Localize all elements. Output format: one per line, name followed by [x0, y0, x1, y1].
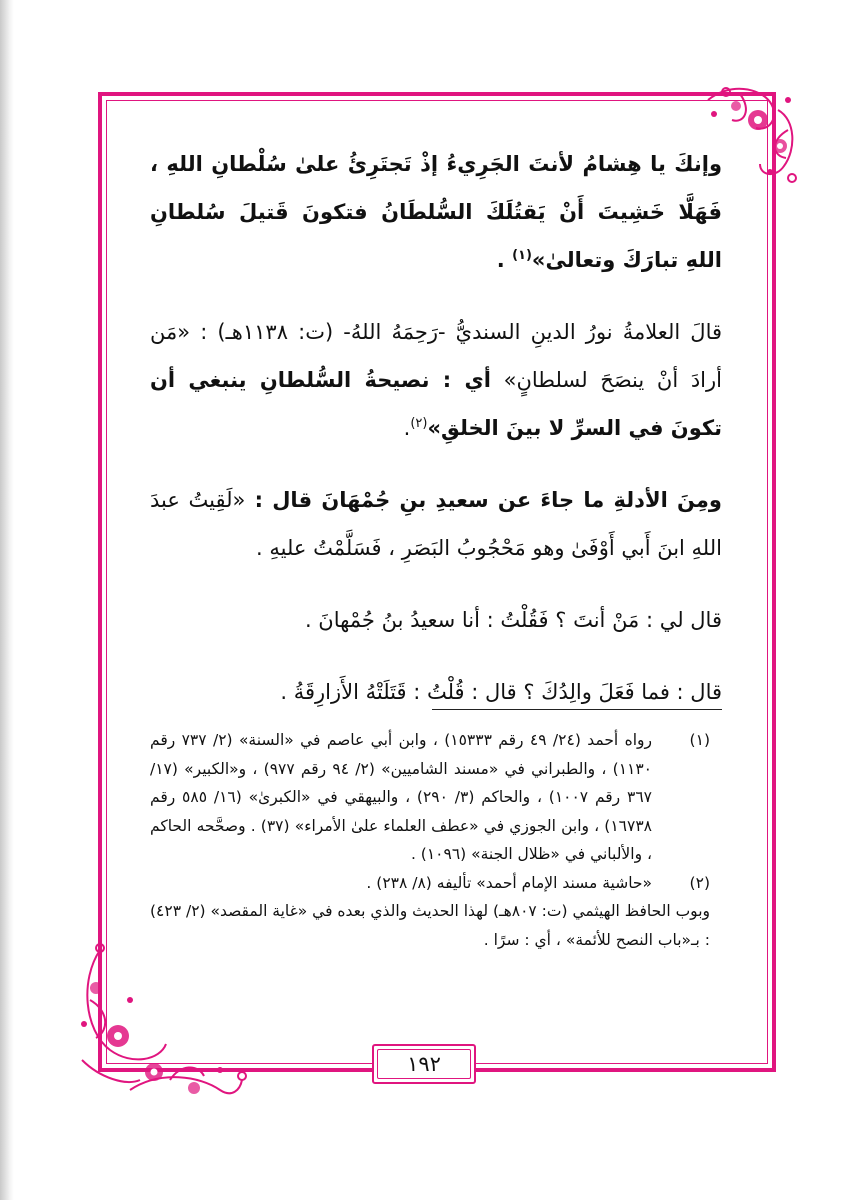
paragraph-evidence-lead: ومِنَ الأدلةِ ما جاءَ عن سعيدِ بنِ جُمْهَانَ قال :: [245, 488, 722, 512]
paragraph-hisham-end: .: [496, 248, 513, 272]
page-number: ١٩٢: [377, 1049, 471, 1079]
paragraph-hisham: [150, 140, 722, 284]
paragraph-hisham-text: وإنكَ يا هِشامُ لأنتَ الجَرِيءُ إذْ تَجتَرِئُ علىٰ سُلْطانِ اللهِ ، فَهَلَّا خَشِيتَ أَنْ يَقتُلَكَ السُّلطَانُ فتكونَ قَتيلَ سُلطانِ اللهِ تبارَكَ وتعالىٰ»: [150, 152, 722, 272]
footnotes: [150, 726, 710, 954]
footnote-text: «حاشية مسند الإمام أحمد» تأليفه (٨/ ٢٣٨) .: [366, 873, 652, 892]
footnote-number: (١): [689, 731, 710, 749]
page-edge-shadow: [0, 0, 14, 1200]
spacer: [150, 284, 722, 308]
ornament-bottom-left: [70, 940, 250, 1105]
paragraph-sindi-text: قالَ العلامةُ نورُ الدينِ السنديُّ -رَحِمَهُ اللهُ- (ت: ١١٣٨هـ) : «مَن أرادَ أنْ ينصَحَ لسلطانٍ»: [150, 320, 723, 392]
footnote-ref-2[interactable]: (٢): [410, 416, 428, 431]
paragraph-dialogue-1: قال لي : مَنْ أنتَ ؟ فَقُلْتُ : أنا سعيدُ بنُ جُمْهانَ .: [304, 608, 722, 632]
paragraph-dialogue-2: قال : فما فَعَلَ والِدُكَ ؟ قال : قُلْتُ : قَتَلَتْهُ الأَزارِقَةُ .: [280, 680, 722, 704]
footnote-2: [150, 869, 710, 898]
footnote-divider: [432, 709, 722, 710]
spacer: [150, 572, 722, 596]
spacer: [150, 644, 722, 668]
paragraph-sindi-bold: أي : نصيحةُ السُّلطانِ ينبغي أن تكونَ في السرِّ لا بينَ الخلقِ»: [150, 368, 722, 440]
spacer: [150, 452, 722, 476]
footnote-1: [150, 726, 710, 869]
page-number-box: [372, 1044, 476, 1084]
footnote-text: رواه أحمد (٢٤/ ٤٩ رقم ١٥٣٣٣) ، وابن أبي عاصم في «السنة» (٢/ ٧٣٧ رقم ١١٣٠) ، والطبراني في «مسند الشاميين» (٢/ ٩٤ رقم ٩٧٧) ، و«الكبير» (١٧/ ٣٦٧ رقم ١٠٠٧) ، والحاكم (٣/ ٢٩٠) ، والبيهقي في «الكبرىٰ» (١٦/ ٥٨٥ رقم ١٦٧٣٨) ، وابن الجوزي في «عطف العلماء علىٰ الأمراء» (٣٧) . وصحَّحه الحاكم ، والألباني في «ظلال الجنة» (١٠٩٦) .: [150, 731, 652, 863]
paragraph-evidence-quote: «لَقِيتُ عبدَ اللهِ ابنَ أَبي أَوْفَىٰ وهو مَحْجُوبُ البَصَرِ ، فَسَلَّمْتُ عليهِ .: [150, 488, 722, 560]
paragraph-sindi: [150, 308, 722, 452]
footnote-number: (٢): [689, 873, 710, 892]
footnote-2-continuation: وبوب الحافظ الهيثمي (ت: ٨٠٧هـ) لهذا الحديث والذي بعده في «غاية المقصد» (٢/ ٤٢٣) : بـ«باب النصح للأئمة» ، أي : سرًا .: [149, 902, 710, 949]
paragraph-sindi-end: .: [403, 416, 411, 440]
paragraph-evidence: [150, 476, 722, 572]
footnote-ref-1[interactable]: (١): [512, 248, 532, 263]
main-text: [150, 140, 722, 716]
